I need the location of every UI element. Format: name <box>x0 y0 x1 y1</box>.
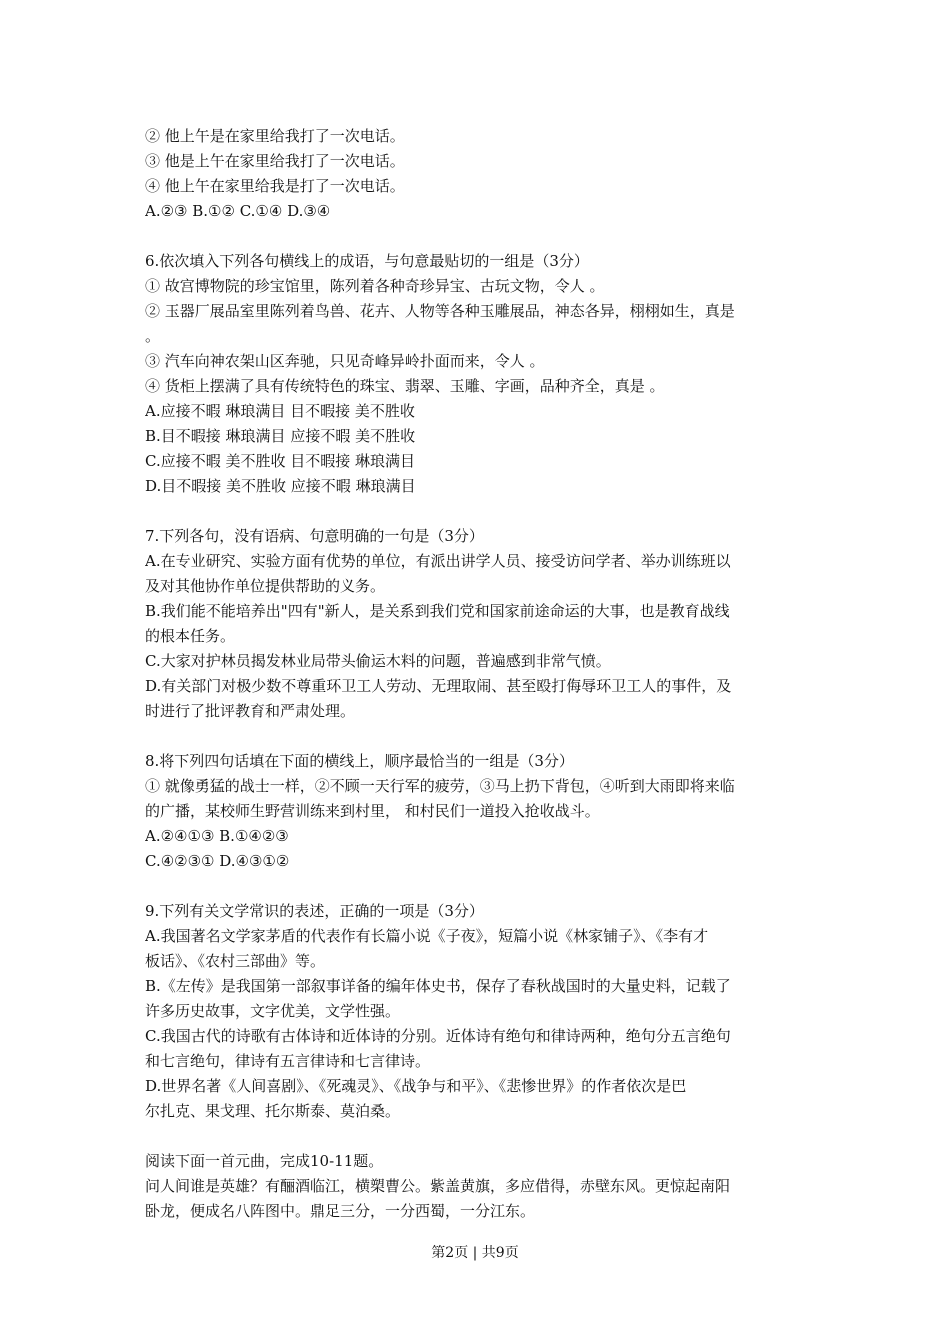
text-line: 的广播，某校师生野营训练来到村里， 和村民们一道投入抢收战斗。 <box>145 802 600 820</box>
text-line: 板话》、《农村三部曲》等。 <box>145 952 326 970</box>
text-line: D.世界名著《人间喜剧》、《死魂灵》、《战争与和平》、《悲惨世界》的作者依次是巴 <box>145 1077 687 1095</box>
text-line: ③ 汽车向神农架山区奔驰，只见奇峰异岭扑面而来，令人 。 <box>145 352 545 370</box>
text-line: 时进行了批评教育和严肃处理。 <box>145 702 356 720</box>
question-block <box>145 249 805 499</box>
text-line: 及对其他协作单位提供帮助的义务。 <box>145 577 386 595</box>
paragraph-gap <box>145 224 805 249</box>
text-line: 8.将下列四句话填在下面的横线上，顺序最恰当的一组是（3分） <box>145 752 574 770</box>
text-line: ① 就像勇猛的战士一样，②不顾一天行军的疲劳，③马上扔下背包，④听到大雨即将来临 <box>145 777 735 795</box>
question-block <box>145 1149 805 1224</box>
text-line: ③ 他是上午在家里给我打了一次电话。 <box>145 152 405 170</box>
text-line: 尔扎克、果戈理、托尔斯泰、莫泊桑。 <box>145 1102 401 1120</box>
text-line: ② 玉器厂展品室里陈列着鸟兽、花卉、人物等各种玉雕展品，神态各异，栩栩如生，真是 <box>145 302 735 320</box>
text-line: B.我们能不能培养出"四有"新人，是关系到我们党和国家前途命运的大事，也是教育战线 <box>145 602 730 620</box>
text-line: D.目不暇接 美不胜收 应接不暇 琳琅满目 <box>145 477 416 495</box>
text-line: 9.下列有关文学常识的表述，正确的一项是（3分） <box>145 902 484 920</box>
text-line: 阅读下面一首元曲，完成10-11题。 <box>145 1152 384 1170</box>
question-block <box>145 899 805 1124</box>
text-line: C.应接不暇 美不胜收 目不暇接 琳琅满目 <box>145 452 416 470</box>
question-block <box>145 124 805 224</box>
text-line: 。 <box>145 327 161 345</box>
text-line: A.应接不暇 琳琅满目 目不暇接 美不胜收 <box>145 402 415 420</box>
text-line: 卧龙，便成名八阵图中。鼎足三分，一分西蜀，一分江东。 <box>145 1202 536 1220</box>
page-content <box>145 124 805 1224</box>
text-line: A.我国著名文学家茅盾的代表作有长篇小说《子夜》，短篇小说《林家铺子》、《李有才 <box>145 927 709 945</box>
text-line: C.我国古代的诗歌有古体诗和近体诗的分别。近体诗有绝句和律诗两种，绝句分五言绝句 <box>145 1027 731 1045</box>
text-line: 许多历史故事，文字优美，文学性强。 <box>145 1002 401 1020</box>
question-block <box>145 524 805 724</box>
question-block <box>145 749 805 874</box>
text-line: B.《左传》是我国第一部叙事详备的编年体史书，保存了春秋战国时的大量史料，记载了 <box>145 977 731 995</box>
text-line: ④ 货柜上摆满了具有传统特色的珠宝、翡翠、玉雕、字画，品种齐全，真是 。 <box>145 377 665 395</box>
paragraph-gap <box>145 1124 805 1149</box>
text-line: A.②③ B.①② C.①④ D.③④ <box>145 202 331 220</box>
text-line: D.有关部门对极少数不尊重环卫工人劳动、无理取闹、甚至殴打侮辱环卫工人的事件，及 <box>145 677 732 695</box>
paragraph-gap <box>145 874 805 899</box>
paragraph-gap <box>145 724 805 749</box>
text-line: ④ 他上午在家里给我是打了一次电话。 <box>145 177 405 195</box>
text-line: 的根本任务。 <box>145 627 236 645</box>
text-line: ① 故宫博物院的珍宝馆里，陈列着各种奇珍异宝、古玩文物，令人 。 <box>145 277 605 295</box>
text-line: B.目不暇接 琳琅满目 应接不暇 美不胜收 <box>145 427 416 445</box>
text-line: A.②④①③ B.①④②③ <box>145 827 289 845</box>
text-line: 问人间谁是英雄？有酾酒临江，横槊曹公。紫盖黄旗，多应借得，赤壁东风。更惊起南阳 <box>145 1177 731 1195</box>
text-line: 7.下列各句，没有语病、句意明确的一句是（3分） <box>145 527 484 545</box>
text-line: C.④②③① D.④③①② <box>145 852 290 870</box>
text-line: C.大家对护林员揭发林业局带头偷运木料的问题，普遍感到非常气愤。 <box>145 652 611 670</box>
text-line: 6.依次填入下列各句横线上的成语，与句意最贴切的一组是（3分） <box>145 252 589 270</box>
text-line: 和七言绝句，律诗有五言律诗和七言律诗。 <box>145 1052 431 1070</box>
paragraph-gap <box>145 499 805 524</box>
text-line: ② 他上午是在家里给我打了一次电话。 <box>145 127 405 145</box>
page-footer: 第2页 | 共9页 <box>431 1245 519 1261</box>
text-line: A.在专业研究、实验方面有优势的单位，有派出讲学人员、接受访问学者、举办训练班以 <box>145 552 731 570</box>
